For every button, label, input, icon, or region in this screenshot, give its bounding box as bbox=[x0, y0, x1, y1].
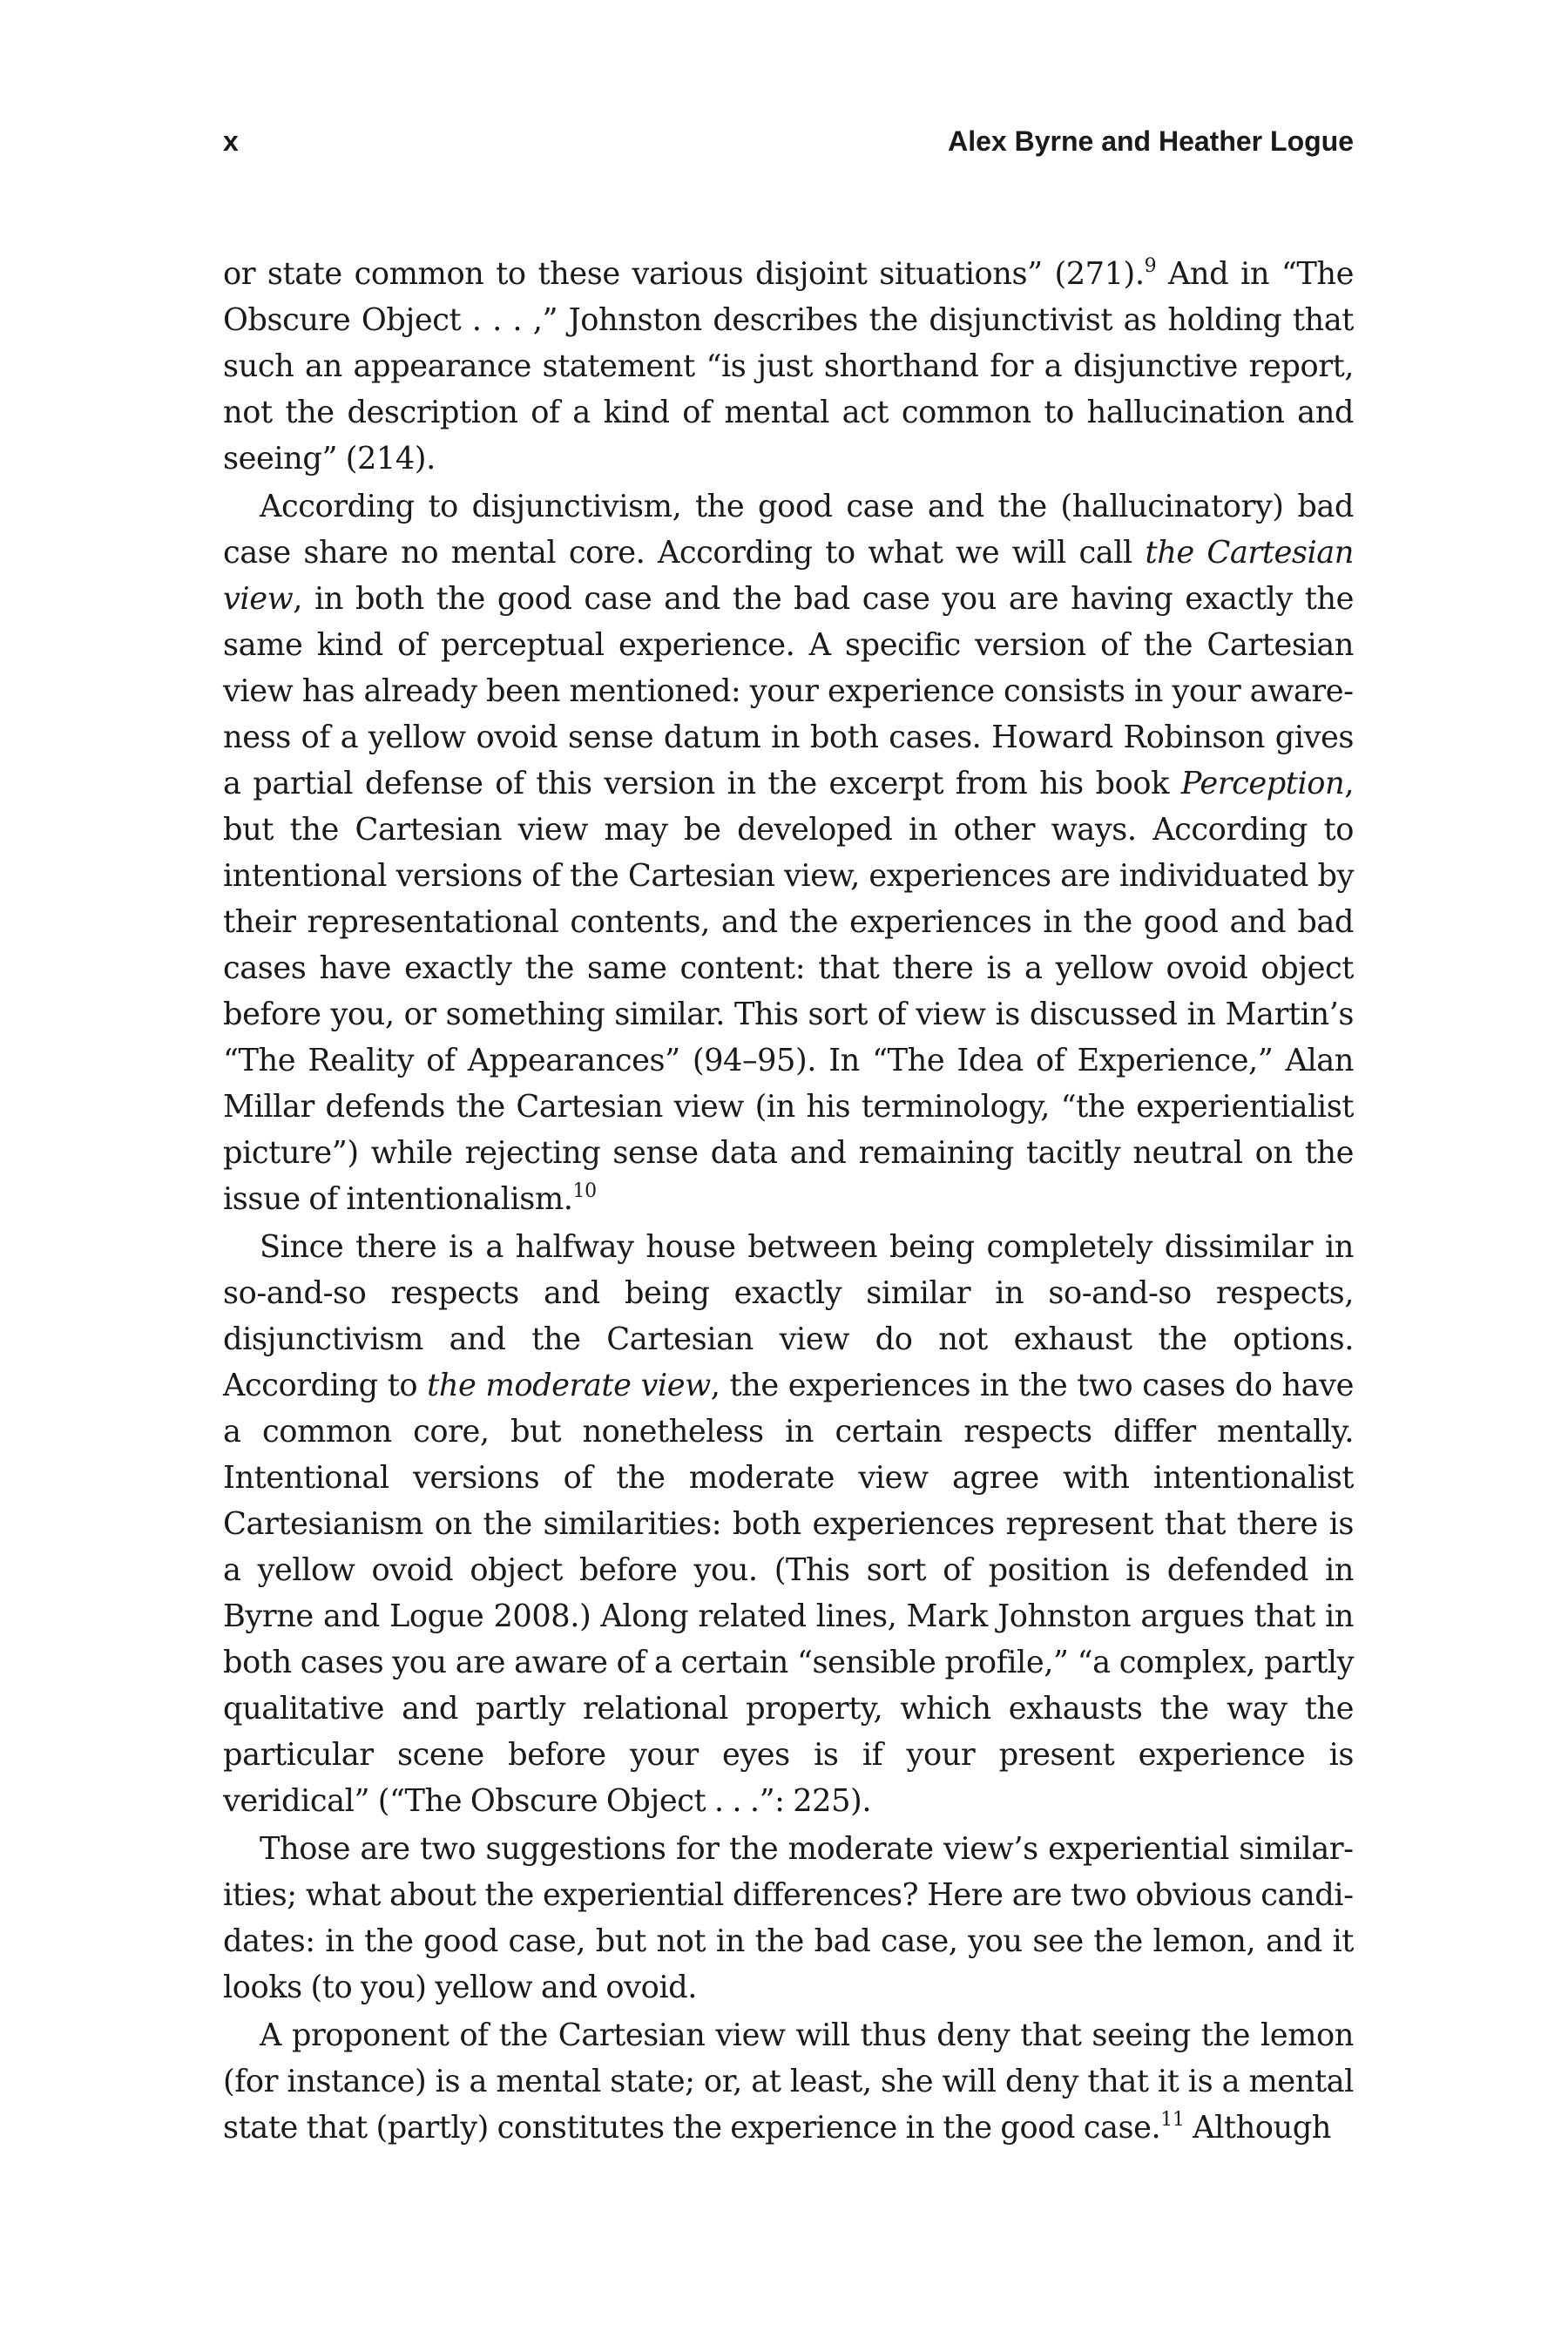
text-run: , in both the good case and the bad case you are having exactly the same kind of perceptual experience. A specific version of the Cartesian view has already been mentioned: your experience consists in your awareness of a yellow ovoid sense datum in both cases. Howard Robinson gives a partial defense of this version in the excerpt from his book bbox=[223, 581, 1354, 801]
text-run: , but the Cartesian view may be developed in other ways. According to intentional versions of the Cartesian view, experiences are individuated by their representational contents, and the experiences in the good and bad cases have exactly the same content: that there is a yellow ovoid object before you, or something similar. This sort of view is discussed in Martin’s “The Reality of Appearances” (94–95). In “The Idea of Experience,” Alan Millar defends the Cartesian view (in his terminology, “the experientialist picture”) while rejecting sense data and remaining tacitly neutral on the issue of intentionalism. bbox=[223, 766, 1354, 1217]
paragraph-3 bbox=[223, 1224, 1354, 1824]
text-run: Those are two suggestions for the moderate view’s experiential similarities; what about the experiential differences? Here are two obvious candidates: in the good case, but not in the bad case, you see the lemon, and it looks (to you) yellow and ovoid. bbox=[223, 1831, 1354, 2005]
italic-term: the moderate view bbox=[427, 1368, 711, 1403]
body-text bbox=[223, 251, 1354, 2151]
footnote-marker: 11 bbox=[1160, 2109, 1185, 2131]
running-head-authors: Alex Byrne and Heather Logue bbox=[948, 125, 1354, 157]
footnote-marker: 10 bbox=[572, 1180, 597, 1202]
paragraph-4 bbox=[223, 1826, 1354, 2011]
footnote-marker: 9 bbox=[1144, 255, 1157, 277]
paragraph-1 bbox=[223, 251, 1354, 482]
italic-term: the Cartesian view bbox=[223, 535, 1354, 617]
paragraph-2 bbox=[223, 483, 1354, 1222]
paragraph-5 bbox=[223, 2012, 1354, 2151]
text-run: Although bbox=[1184, 2110, 1332, 2146]
text-run: And in “The Obscure Object . . . ,” Johnston describes the disjunctivist as holding that such an appearance statement “is just shorthand for a disjunctive report, not the description of a kind of mental act common to hallucination and seeing” (214). bbox=[223, 256, 1354, 476]
text-run: , the experiences in the two cases do have a common core, but nonetheless in certain respects differ mentally. Intentional versions of the moderate view agree with intentionalist Cartesianism on the similarities: both experiences represent that there is a yellow ovoid object before you. (This sort of position is defended in Byrne and Logue 2008.) Along related lines, Mark Johnston argues that in both cases you are aware of a certain “sensible profile,” “a complex, partly qualitative and partly relational property, which exhausts the way the particular scene before your eyes is if your present experience is veridical” (“The Obscure Object . . .”: 225). bbox=[223, 1368, 1354, 1819]
page-number: x bbox=[223, 125, 239, 157]
italic-term: Perception bbox=[1180, 766, 1345, 801]
text-run: According to disjunctivism, the good case and the (hallucinatory) bad case share no mental core. According to what we will call bbox=[223, 489, 1354, 571]
text-run: Since there is a halfway house between being completely dissimilar in so-and-so respects and being exactly similar in so-and-so respects, disjunctivism and the Cartesian view do not exhaust the options. According to bbox=[223, 1229, 1354, 1403]
text-run: or state common to these various disjoint situations” (271). bbox=[223, 256, 1145, 292]
text-run: A proponent of the Cartesian view will thus deny that seeing the lemon (for instance) is a mental state; or, at least, she will deny that it is a mental state that (partly) constitutes the experience in the good case. bbox=[223, 2017, 1354, 2146]
running-head bbox=[223, 124, 1354, 159]
book-page bbox=[223, 0, 1354, 2352]
